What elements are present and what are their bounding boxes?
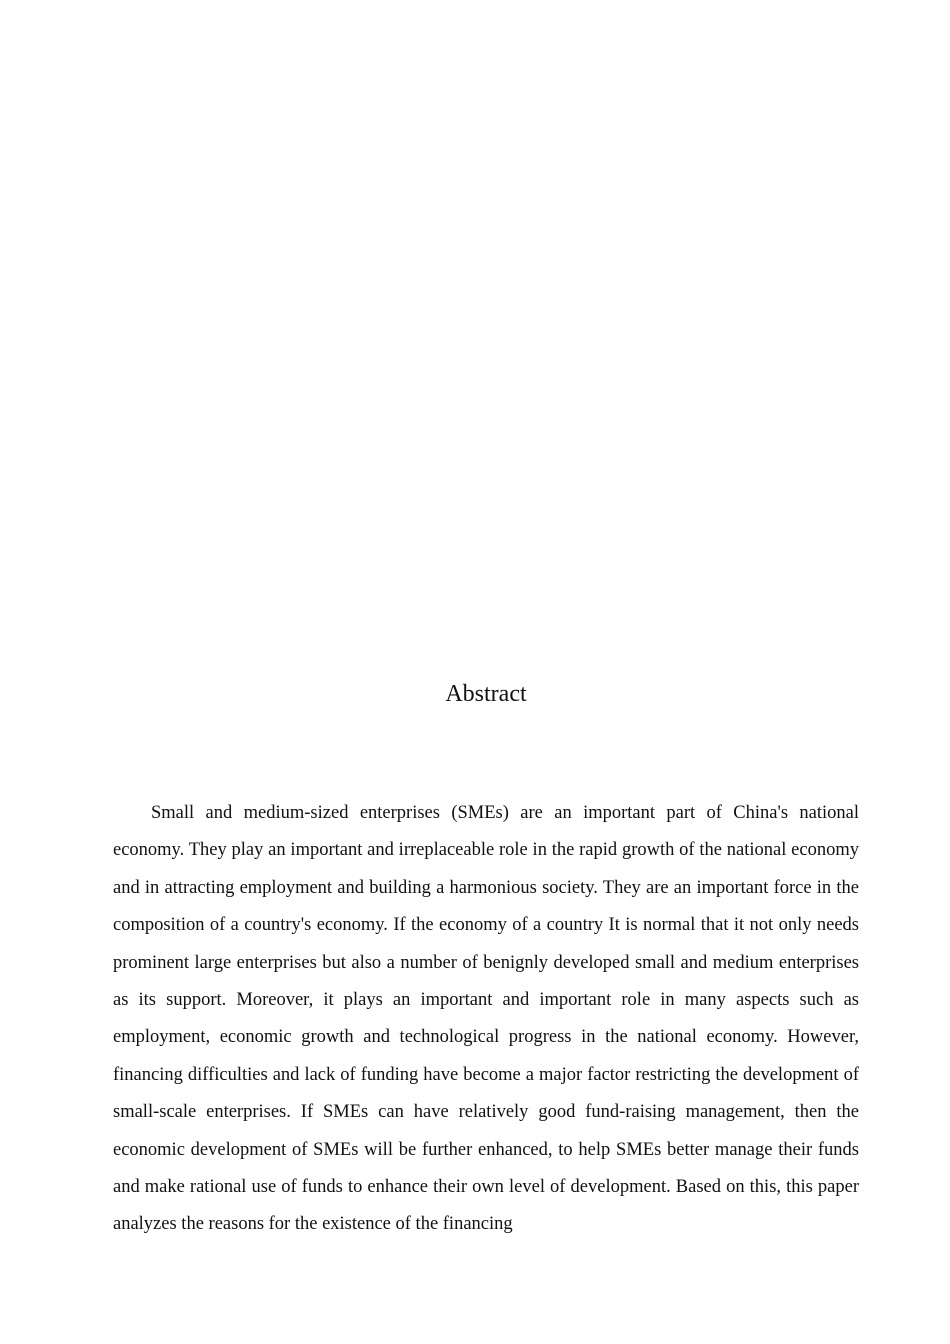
abstract-paragraph: Small and medium-sized enterprises (SMEs) are an important part of China's national economy. They play an important and irreplaceable role in the rapid growth of the national economy and in attracting employment and building a harmonious society. They are an important force in the composition of a country's economy. If the economy of a country It is normal that it not only needs prominent large enterprises but also a number of benignly developed small and medium enterprises as its support. Moreover, it plays an important and important role in many aspects such as employment, economic growth and technological progress in the national economy. However, financing difficulties and lack of funding have become a major factor restricting the development of small-scale enterprises. If SMEs can have relatively good fund-raising management, then the economic development of SMEs will be further enhanced, to help SMEs better manage their funds and make rational use of funds to enhance their own level of development. Based on this, this paper analyzes the reasons for the existence of the financing (113, 803, 859, 1235)
abstract-title: Abstract (445, 681, 527, 707)
